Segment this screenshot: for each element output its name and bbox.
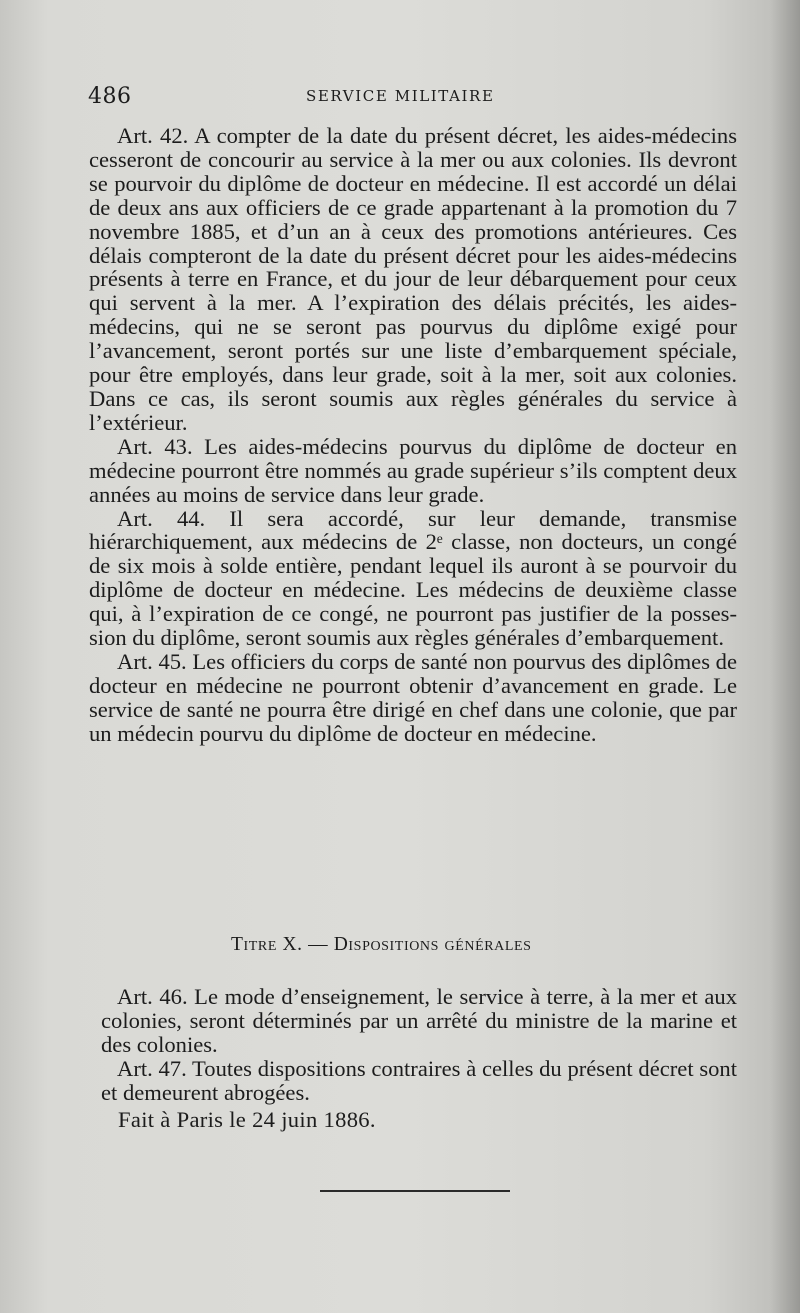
running-title: SERVICE MILITAIRE <box>306 87 495 105</box>
article-47: Art. 47. Toutes dispositions contraires à celles du présent décret sont et demeurent abrogées. <box>101 1055 737 1105</box>
section-heading <box>231 934 651 956</box>
article-45: Art. 45. Les officiers du corps de santé non pourvus des diplômes de docteur en médecine ne pourront obtenir d’avancement en grade. Le service de santé ne pourra être dirigé en chef dans une colonie, que par un médecin pourvu du diplôme de docteur en médecine. <box>89 648 737 746</box>
article-44: Art. 44. Il sera accordé, sur leur demande, transmise hiérarchiquement, aux médecins de 2ᵉ classe, non docteurs, un congé de six mois à solde entière, pendant lequel ils auront à se pourvoir du diplôme de docteur en médecine. Les médecins de deuxième classe qui, à l’expiration de ce congé, ne pourront pas justifier de la possession du diplôme, seront soumis aux règles générales d’embarquement. <box>89 505 737 651</box>
article-46: Art. 46. Le mode d’enseignement, le service à terre, à la mer et aux colonies, seront déterminés par un arrêté du ministre de la marine et des colonies. <box>101 984 737 1057</box>
signature-line: Fait à Paris le 24 juin 1886. <box>118 1107 376 1132</box>
article-42: Art. 42. A compter de la date du présent décret, les aides-médecins cesseront de concourir au service à la mer ou aux colonies. Ils devront se pourvoir du diplôme de docteur en médecine. Il est accordé un délai de deux ans aux officiers de ce grade appartenant à la promotion du 7 novembre 1885, et d’un an à ceux des promotions antérieures. Ces délais compteront de la date du présent décret pour les aides-médecins présents à terre en France, et du jour de leur débarquement pour ceux qui servent à la mer. A l’expiration des délais précités, les aides-médecins, qui ne se seront pas pourvus du diplôme exigé pour l’avancement, seront portés sur une liste d’embarquement spéciale, pour être employés, dans leur grade, soit à la mer, soit aux colonies. Dans ce cas, ils seront soumis aux règles générales du service à l’extérieur. <box>89 123 737 435</box>
page-number: 486 <box>88 84 132 109</box>
closing-rule <box>320 1190 510 1192</box>
section-separator: — <box>308 934 329 955</box>
article-43: Art. 43. Les aides-médecins pourvus du diplôme de docteur en médecine pourront être nommés au grade supérieur s’ils comptent deux années au moins de service dans leur grade. <box>89 433 737 507</box>
section-label: Titre X. <box>231 934 303 955</box>
section-title: Dispositions générales <box>333 934 532 955</box>
page-edge-shadow <box>770 0 800 1313</box>
page-header <box>88 84 736 116</box>
closing-articles <box>101 985 737 1105</box>
article-body <box>89 124 737 746</box>
